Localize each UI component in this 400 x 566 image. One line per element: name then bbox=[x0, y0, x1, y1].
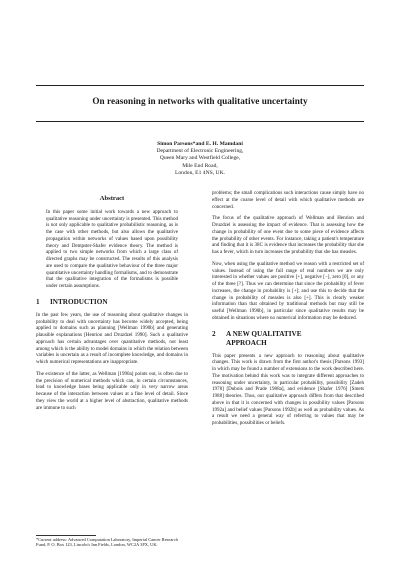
affiliation-line: Queen Mary and Westfield College, bbox=[159, 155, 241, 162]
section-title-line: APPROACH bbox=[226, 338, 267, 347]
affiliation-line: Department of Electronic Engineering, bbox=[156, 148, 244, 155]
paragraph: In the past few years, the use of reasoning about qualitative changes in probability to deal with uncertainty has become widely accepted, being applied to domains such as planning [Wellman 1990b] and generating plausible explanations [Henrion and Druzdzel 1990]. Such a qualitative approach has certain advantages over quantitative methods, not least among which is the ability to model domains in which the relation between variables is uncertain as a result of incomplete knowledge, and domains in which numerical representations are inappropriate. bbox=[36, 311, 188, 365]
affiliation-line: London, E1 4NS, UK. bbox=[174, 169, 226, 176]
paragraph: The existence of the latter, as Wellman [1990a] points out, is often due to the precision of numerical methods which can, in certain circumstances, lead to knowledge bases being applicable only in very narrow areas because of the interaction between values at a fine level of detail. Since they view the world at a higher level of abstraction, qualitative methods are immune to such bbox=[36, 370, 188, 411]
title-top-rule bbox=[36, 85, 364, 86]
left-column bbox=[36, 196, 188, 416]
paragraph: problems; the small complications such interactions cause simply have no effect at the coarse level of detail with which qualitative methods are concerned. bbox=[212, 190, 364, 210]
paragraph: Now, when using the qualitative method we reason with a restricted set of values. Instead of using the full range of real numbers we are only interested in whether values are positive [+], negative [−], zero [0], or any of the three [?]. Thus we can determine that since the probability of fever increases, the change in probability is [+]; and use this to decide that the change in probability of measles is also [+]. This is clearly weaker information than that obtained by traditional methods but may still be useful [Wellman 1990b], in particular since qualitative results may be obtained in situations where no numerical information may be deduced. bbox=[212, 260, 364, 321]
paragraph: This paper presents a new approach to reasoning about qualitative changes. This work is drawn from the first author's thesis [Parsons 1993] in which may be found a number of extensions to the work described here. The motivation behind this work was to integrate different approaches to reasoning under uncertainty, in particular probability, possibility [Zadeh 1978] [Dubois and Prade 1988a], and evidence [Shafer 1976] [Smets 1988] theories. Thus, our qualitative approach differs from that described above in that it is concerned with changes in possibility values [Parsons 1992a] and belief values [Parsons 1992b] as well as probability values. As a result we need a general way of referring to values that may be probabilities, possibilities or beliefs. bbox=[212, 352, 364, 426]
section-title: INTRODUCTION bbox=[50, 297, 108, 306]
affiliation-line: Mile End Road, bbox=[182, 162, 218, 169]
footnote: *Current address: Advanced Computation Laboratory, Imperial Cancer Research Fund, P. O. Box 123, Lincoln's Inn Fields, London, WC2A 3PX, UK. bbox=[36, 537, 178, 548]
paper-title: On reasoning in networks with qualitative uncertainty bbox=[92, 96, 308, 106]
right-column bbox=[212, 190, 364, 432]
section-number: 1 bbox=[36, 297, 40, 306]
abstract-text: In this paper some initial work towards a new approach to qualitative reasoning under uncertainty is presented. This method is not only applicable to qualitative probabilistic reasoning, as is the case with other methods, but also allows the qualitative propagation within networks of values based upon possibility theory and Dempster-Shafer evidence theory. The method is applied to two simple networks from which a large class of directed graphs may be constructed. The results of this analysis are used to compare the qualitative behaviour of the three major quantitative uncertainty handling formalisms, and to demonstrate that the qualitative integration of the formalisms is possible under certain assumptions. bbox=[46, 208, 178, 289]
abstract-heading: Abstract bbox=[99, 195, 125, 202]
footnote-rule bbox=[36, 535, 96, 536]
paragraph: The focus of the qualitative approach of Wellman and Henrion and Druzdzel is assessing the impact of evidence. That is assessing how the change in probability of one event due to some piece of evidence affects the probability of other events. For instance, taking a patient's temperature and finding that it is 38C is evidence that increases the probability that she has a fever, which in turn increases the probability that she has measles. bbox=[212, 215, 364, 255]
section-heading-new-approach bbox=[212, 330, 364, 348]
author-names: Simon Parsons*and E. H. Mamdani bbox=[157, 141, 243, 147]
title-bottom-rule bbox=[36, 121, 364, 122]
section-heading-introduction bbox=[36, 298, 188, 307]
author-block bbox=[100, 141, 300, 177]
section-title-line: A NEW QUALITATIVE bbox=[226, 329, 302, 338]
section-number: 2 bbox=[212, 329, 216, 338]
